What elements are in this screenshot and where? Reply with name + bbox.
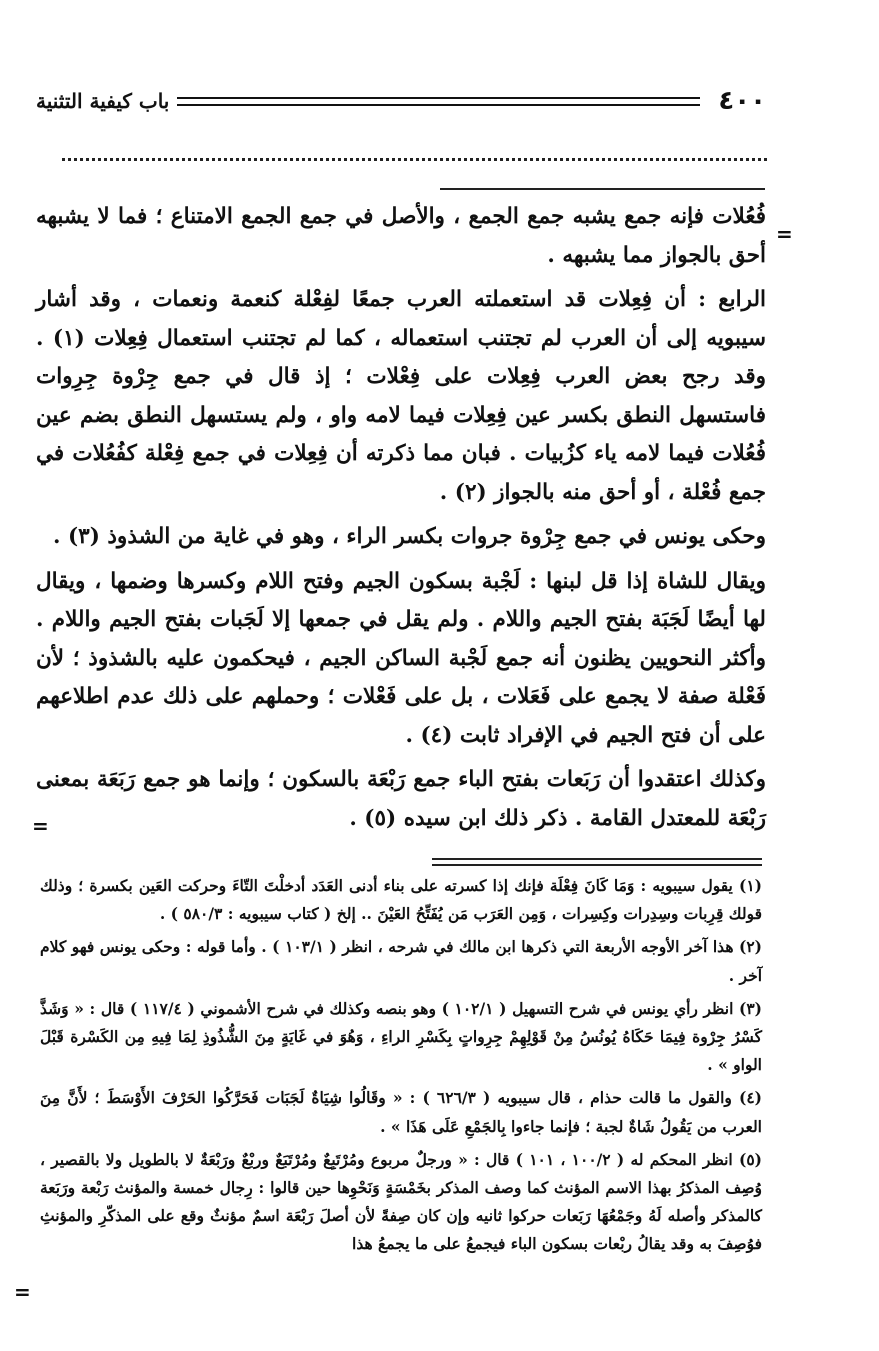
footnote-separator [432, 858, 762, 866]
body-paragraph-4: ويقال للشاة إذا قل لبنها : لَجْبة بسكون الجيم وفتح اللام وكسرها وضمها ، ويقال لها أيضًا لَجَبَة بفتح الجيم واللام . ولم يقل في جمعها إلا لَجَبات بفتح الجيم واللام . وأكثر النحويين يظنون أنه جمع لَجْبة الساكن الجيم ، فيحكمون عليه بالشذوذ ؛ لأن فَعْلة صفة لا يجمع على فَعَلات ، بل على فَعْلات ؛ وحملهم على ذلك عدم اطلاعهم على أن فتح الجيم في الإفراد ثابت (٤) . [36, 568, 766, 748]
continuation-rule [440, 188, 765, 190]
footnotes [40, 872, 762, 1264]
page-number: ٤٠٠ [718, 86, 766, 116]
running-header [36, 84, 766, 118]
body-paragraph-5: وكذلك اعتقدوا أن رَبَعات بفتح الباء جمع رَبْعَة بالسكون ؛ وإنما هو جمع رَبَعَة بمعنى رَبْعَة للمعتدل القامة . ذكر ذلك ابن سيده (٥) . [36, 767, 766, 831]
continuation-mark-bottom: = [14, 1280, 31, 1304]
body-paragraph-2: الرابع : أن فِعِلات قد استعملته العرب جمعًا لفِعْلة كنعمة ونعمات ، وقد أشار سيبويه إلى أن العرب لم تجتنب استعماله ، كما لم تجتنب استعمال فِعِلات (١) . وقد رجح بعض العرب فِعِلات على فِعْلات ؛ إذ قال في جمع جِرْوة جِرِوات فاستسهل النطق بكسر عين فِعِلات فيما لامه واو ، ولم يستسهل النطق بضم عين فُعُلات فيما لامه ياء كزُبيات . فبان مما ذكرته أن فِعِلات في جمع فِعْلة كفُعُلات في جمع فُعْلة ، أو أحق منه بالجواز (٢) . [36, 287, 766, 505]
body-paragraph-1: فُعُلات فإنه جمع يشبه جمع الجمع ، والأصل في جمع الجمع الامتناع ؛ فما لا يشبهه أحق بالجواز مما يشبهه . [36, 204, 766, 268]
continuation-mark-top: = [776, 222, 793, 246]
footnote-1: (١) يقول سيبويه : وَمَا كَانَ فِعْلَة فإنك إذا كسرته على بناء أدنى العَدَد أدخلْتَ التّاءَ وحركت العَين بكسرة ؛ وذلك قولك قِرِبات وسِدِرات وكِسِرات ، وَمِن العَرَب مَن يُفَتِّحُ العَيْنَ .. إلخ ( كتاب سيبويه : ٥٨٠/٣ ) . [40, 876, 762, 924]
main-body-text [36, 198, 766, 838]
footnote-2: (٢) هذا آخر الأوجه الأربعة التي ذكرها ابن مالك في شرحه ، انظر ( ١٠٣/١ ) . وأما قوله : وحكى يونس فهو كلام آخر . [40, 937, 763, 985]
footnote-4: (٤) والقول ما قالت حذام ، قال سيبويه ( ٦٢٦/٣ ) : « وقَالُوا شِيَاةٌ لَجَبَات فَحَرَّكُوا الحَرْفَ الأَوْسَطَ ؛ لأَنَّ مِنَ العرب من يَقُولُ شَاةٌ لجبة ؛ فإنما جاءوا بِالجَمْعِ عَلَى هَذَا » . [40, 1088, 762, 1136]
chapter-title: باب كيفية التثنية [36, 89, 170, 113]
header-rule [177, 97, 700, 106]
dotted-separator [62, 158, 767, 161]
body-paragraph-3: وحكى يونس في جمع جِرْوة جروات بكسر الراء ، وهو في غاية من الشذوذ (٣) . [52, 524, 766, 549]
continuation-mark-middle: = [32, 814, 49, 838]
footnote-5: (٥) انظر المحكم له ( ١٠٠/٢ ، ١٠١ ) قال : « ورجلٌ مربوع ومُرْتَبِعٌ ومُرْتَبَعٌ وربْعٌ ورَبْعَةٌ لا بالطويل ولا بالقصير ، وُصِف المذكرُ بهذا الاسم المؤنث كما وصف المذكر بخَمْسَةٍ وَنَحْوِها حين قالوا : رِجال خمسة والمؤنث رَبْعة ورَبَعة كالمذكر وأصله لَهُ وجَمْعُهَا رَبَعات حركوا ثانيه وإن كان صِفةً لأن أصلَ رَبْعَة اسمٌ مؤنثٌ وقع على المذكّرِ والمؤنثِ فوُصِفَ به وقد يقالُ ربْعات بسكون الباء فيجمعُ على ما يجمعُ هذا [40, 1149, 762, 1254]
footnote-3: (٣) انظر رأي يونس في شرح التسهيل ( ١٠٢/١ ) وهو بنصه وكذلك في شرح الأشموني ( ١١٧/٤ ) قال : « وَشَذَّ كَسْرُ جِرْوة فِيمَا حَكَاهُ يُونُسُ مِنْ قَوْلِهِمْ جِرِواتٍ بِكَسْرِ الراءِ ، وَهُوَ في غَايَةٍ مِنَ الشُّذُوذِ لِمَا فِيهِ مِن الكَسْرة قَبْلَ الواو » . [40, 998, 763, 1075]
